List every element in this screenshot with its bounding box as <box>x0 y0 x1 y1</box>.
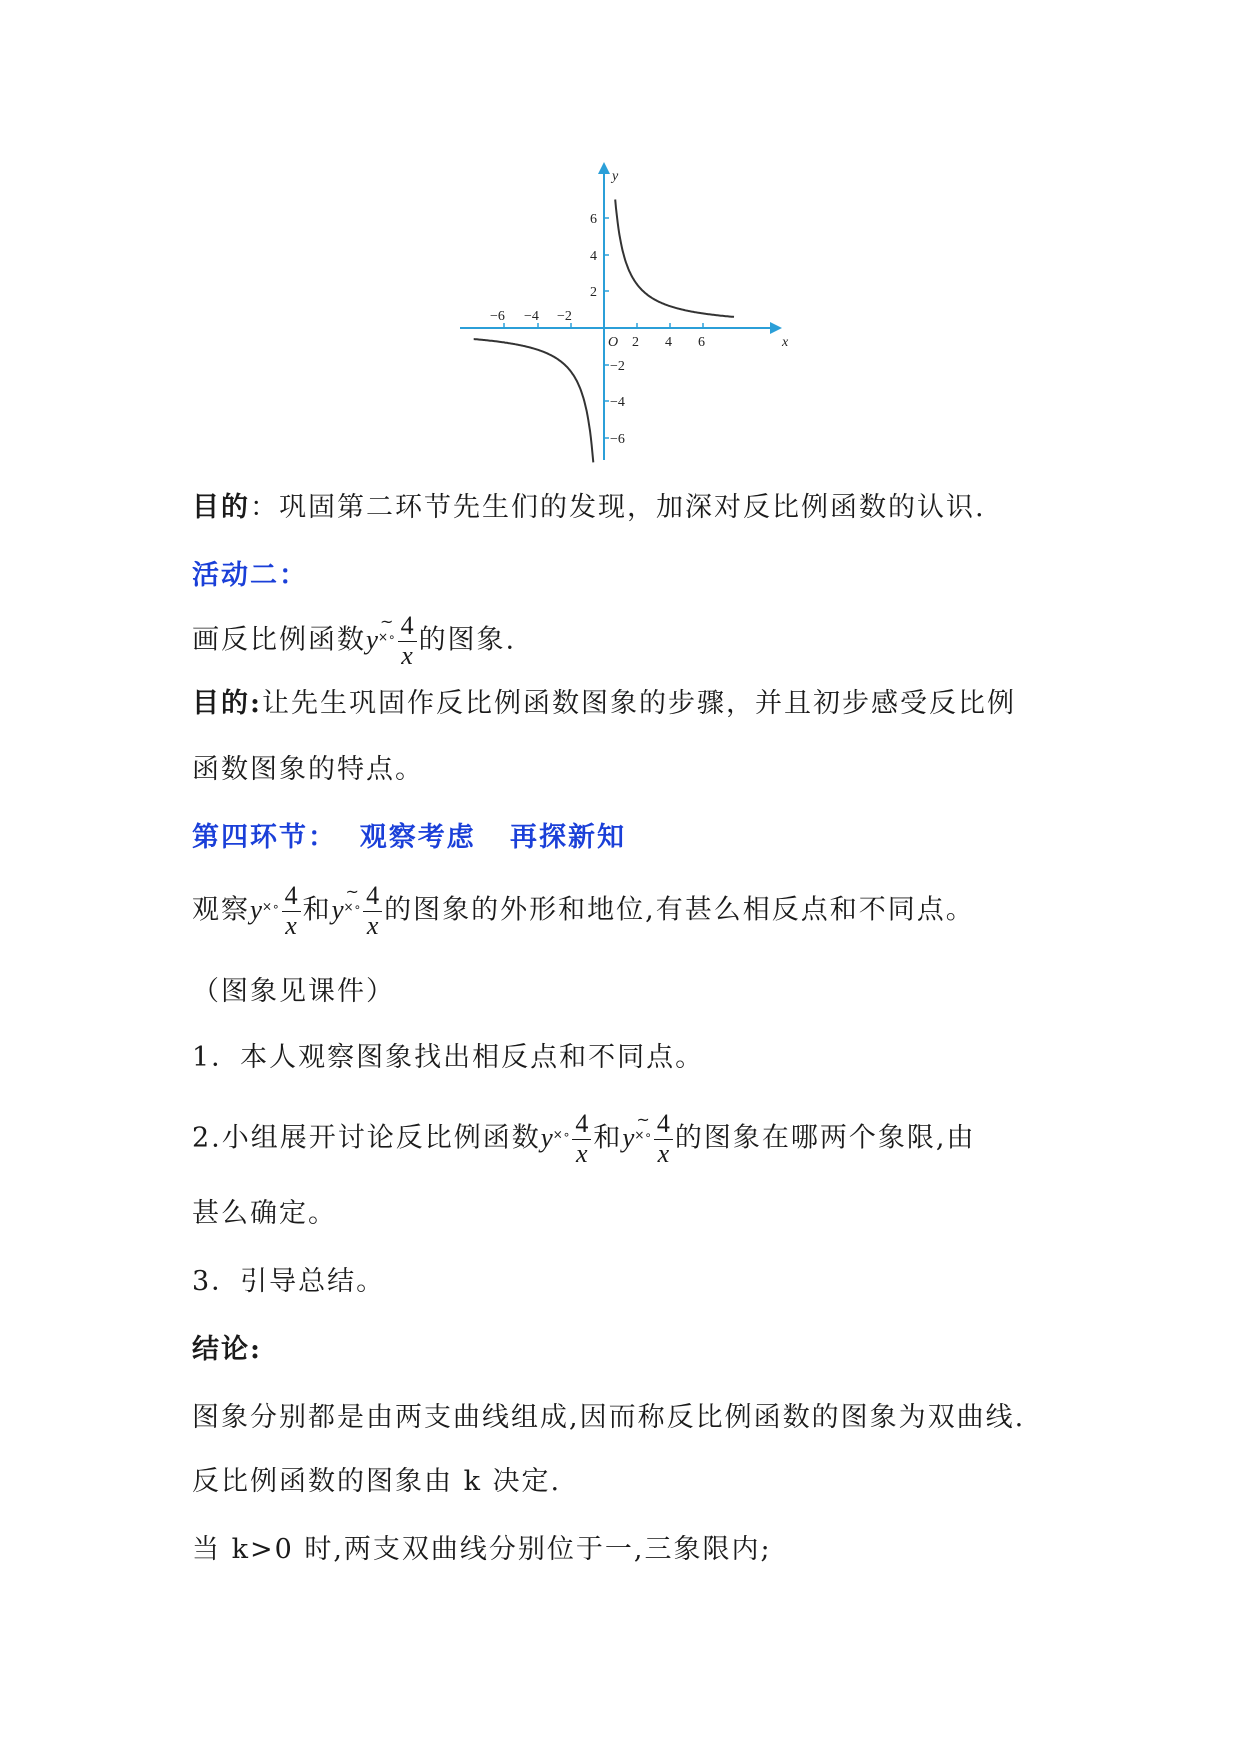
y-tick-label: 4 <box>590 249 597 264</box>
observe-line <box>192 882 975 940</box>
hyperbola-branch-q3 <box>474 339 594 462</box>
math-operator: ~ ×∘ <box>344 900 362 914</box>
fraction-numerator: 4 <box>282 882 301 912</box>
note: （图象见课件） <box>192 976 395 1007</box>
x-tick-label: 2 <box>632 335 639 350</box>
fraction-denominator: x <box>657 1138 670 1168</box>
item-2-after: 的图象在哪两个象限,由 <box>674 1122 976 1154</box>
draw-task-before: 画反比例函数 <box>192 624 366 656</box>
x-tick-label: −2 <box>557 309 572 324</box>
math-operator: ×∘ <box>552 1127 571 1142</box>
item-2-mid: 和 <box>593 1122 623 1154</box>
math-fraction <box>572 1110 591 1168</box>
math-fraction <box>398 612 417 670</box>
x-tick-label: −4 <box>524 309 539 324</box>
conclusion-line-3: 当 k>0 时,两支双曲线分别位于一,三象限内; <box>192 1534 772 1565</box>
fraction-denominator: x <box>366 910 379 940</box>
item-2-before: 2.小组展开讨论反比例函数 <box>192 1122 541 1154</box>
fraction-numerator: 4 <box>572 1110 591 1140</box>
y-tick-label: 2 <box>590 285 597 300</box>
math-var: y <box>331 894 344 925</box>
observe-mid: 和 <box>302 894 332 926</box>
math-operator: ~ ×∘ <box>634 1128 652 1142</box>
y-axis-label: y <box>612 169 619 184</box>
y-axis-arrow <box>598 162 610 174</box>
purpose-2-line1 <box>192 688 1016 720</box>
math-operator: ~ ×∘ <box>378 630 396 644</box>
purpose-label: 目的 <box>192 688 250 719</box>
observe-before: 观察 <box>192 894 250 926</box>
fraction-denominator: x <box>401 640 413 670</box>
activity-2-heading: 活动二： <box>192 560 308 591</box>
math-fraction <box>363 882 382 940</box>
observe-after: 的图象的外形和地位,有甚么相反点和不同点。 <box>384 894 975 926</box>
section-4-heading: 第四环节： 观察考虑 再探新知 <box>192 822 626 853</box>
conclusion-line-2: 反比例函数的图象由 k 决定. <box>192 1466 562 1497</box>
x-tick-label: 4 <box>665 335 672 350</box>
math-operator: ×∘ <box>261 899 280 914</box>
fraction-numerator: 4 <box>363 882 382 912</box>
math-var: y <box>250 894 262 925</box>
draw-task <box>192 612 516 670</box>
purpose-2-line2: 函数图象的特点。 <box>192 754 424 785</box>
math-var: y <box>622 1122 635 1153</box>
hyperbola-graph <box>460 160 790 470</box>
item-1: 1．本人观察图象找出相反点和不同点。 <box>192 1042 705 1073</box>
y-tick-label: 6 <box>590 212 597 227</box>
x-axis-arrow <box>770 322 782 334</box>
conclusion-heading: 结论: <box>192 1334 262 1365</box>
purpose-1 <box>192 492 986 524</box>
hyperbola-branch-q1 <box>615 200 734 317</box>
purpose-text: 巩固第二环节先生们的发现，加深对反比例函数的认识. <box>279 492 986 523</box>
math-var: y <box>540 1122 553 1153</box>
y-tick-label: −4 <box>610 395 625 410</box>
math-fraction <box>282 882 301 940</box>
purpose-colon: ： <box>250 492 279 523</box>
fraction-numerator: 4 <box>654 1110 673 1140</box>
conclusion-line-1: 图象分别都是由两支曲线组成,因而称反比例函数的图象为双曲线. <box>192 1402 1026 1433</box>
purpose-label: 目的 <box>192 492 250 523</box>
y-tick-label: −2 <box>610 359 625 374</box>
item-2-line2: 甚么确定。 <box>192 1198 337 1229</box>
purpose-text: 让先生巩固作反比例函数图象的步骤，并且初步感受反比例 <box>261 688 1016 719</box>
x-tick-label: 6 <box>698 335 705 350</box>
math-var: y <box>366 624 378 655</box>
item-2-line1 <box>192 1110 975 1168</box>
item-3: 3．引导总结。 <box>192 1266 386 1297</box>
fraction-denominator: x <box>576 1138 588 1168</box>
purpose-colon: : <box>250 688 262 719</box>
x-tick-label: −6 <box>490 309 505 324</box>
origin-label: O <box>608 335 619 350</box>
y-tick-label: −6 <box>610 432 625 447</box>
draw-task-after: 的图象. <box>418 624 517 656</box>
fraction-denominator: x <box>285 910 297 940</box>
math-fraction <box>654 1110 673 1168</box>
x-axis-label: x <box>782 335 789 350</box>
fraction-numerator: 4 <box>398 612 417 642</box>
